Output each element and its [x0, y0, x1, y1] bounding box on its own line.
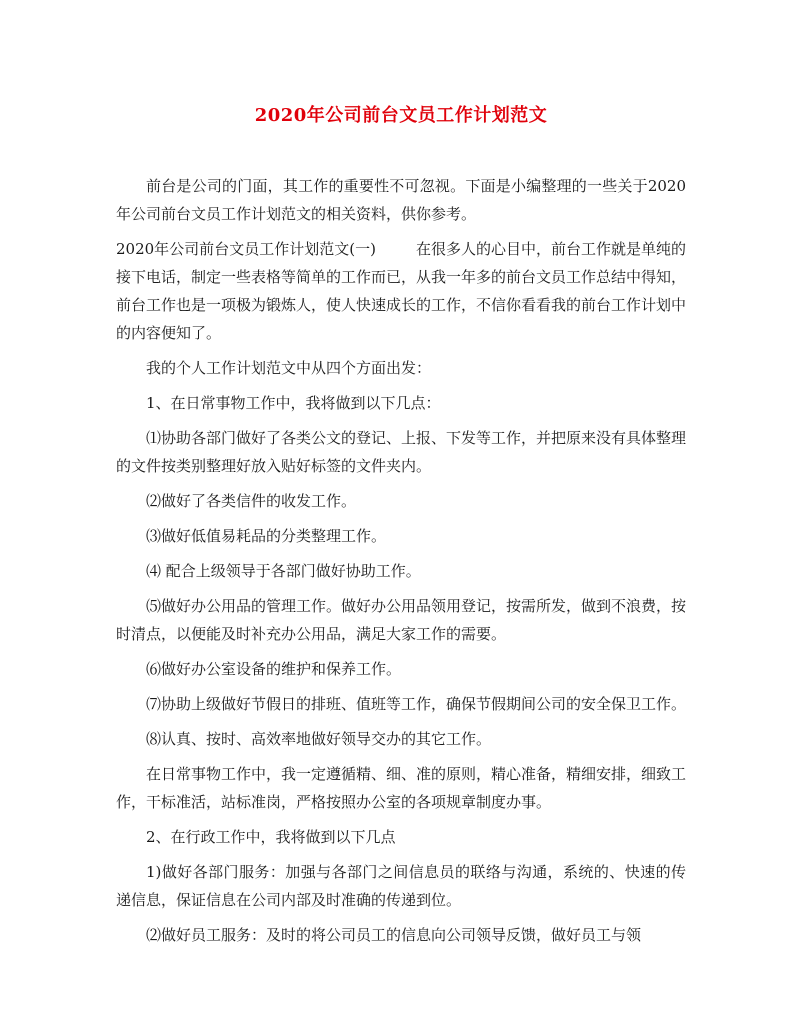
paragraph-7: ⑸做好办公用品的管理工作。做好办公用品领用登记，按需所发，做到不浪费，按时清点，以便能及时补充办公用品，满足大家工作的需要。: [116, 597, 687, 643]
section-text: 在很多人的心目中，前台工作就是单纯的接下电话，制定一些表格等简单的工作而已，从我一年多的前台文员工作总结中得知，前台工作也是一项极为锻炼人，使人快速成长的工作，不信你看看我的前台工作计划中的内容便知了。: [116, 240, 687, 342]
section-heading: 2020年公司前台文员工作计划范文(一): [116, 240, 376, 258]
paragraph-10: ⑻认真、按时、高效率地做好领导交办的其它工作。: [146, 730, 492, 748]
paragraph-12: 2、在行政工作中，我将做到以下几点: [146, 828, 396, 846]
paragraph-4: ⑵做好了各类信件的收发工作。: [146, 492, 357, 510]
intro-paragraph: 前台是公司的门面，其工作的重要性不可忽视。下面是小编整理的一些关于2020年公司前台文员工作计划范文的相关资料，供你参考。: [116, 177, 686, 223]
paragraph-9: ⑺协助上级做好节假日的排班、值班等工作，确保节假期间公司的安全保卫工作。: [146, 695, 687, 713]
document-title: 2020年公司前台文员工作计划范文: [254, 105, 548, 126]
section-paragraph: [116, 235, 686, 347]
document-body: [116, 172, 686, 956]
paragraph-6: ⑷ 配合上级领导于各部门做好协助工作。: [146, 562, 421, 580]
paragraph-8: ⑹做好办公室设备的维护和保养工作。: [146, 660, 402, 678]
paragraph-14: ⑵做好员工服务：及时的将公司员工的信息向公司领导反馈，做好员工与领: [146, 926, 642, 944]
paragraph-5: ⑶做好低值易耗品的分类整理工作。: [146, 527, 387, 545]
paragraph-3: ⑴协助各部门做好了各类公文的登记、上报、下发等工作，并把原来没有具体整理的文件按类别整理好放入贴好标签的文件夹内。: [116, 429, 687, 475]
paragraph-13: 1)做好各部门服务：加强与各部门之间信息员的联络与沟通，系统的、快速的传递信息，保证信息在公司内部及时准确的传递到位。: [116, 863, 686, 909]
paragraph-1: 我的个人工作计划范文中从四个方面出发：: [146, 359, 432, 377]
paragraph-11: 在日常事物工作中，我一定遵循精、细、准的原则，精心准备，精细安排，细致工作，干标准活，站标准岗，严格按照办公室的各项规章制度办事。: [116, 765, 687, 811]
paragraph-2: 1、在日常事物工作中，我将做到以下几点：: [146, 394, 441, 412]
